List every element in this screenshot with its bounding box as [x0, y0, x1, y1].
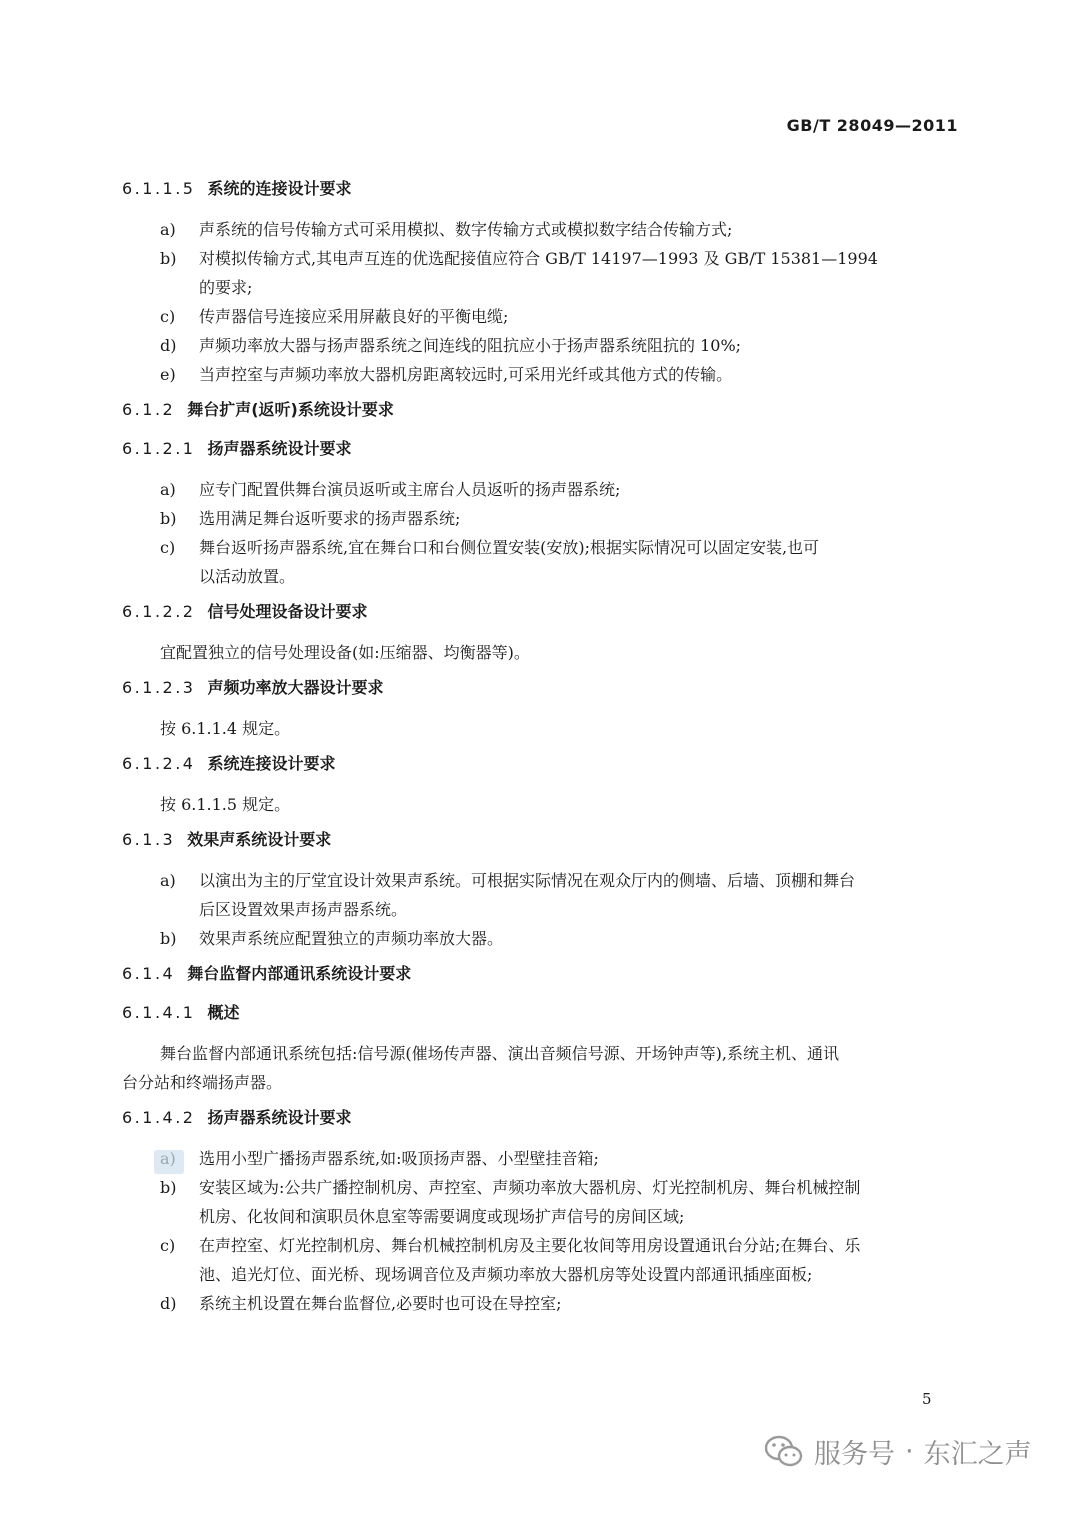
item-line: 池、追光灯位、面光桥、现场调音位及声频功率放大器机房等处设置内部通讯插座面板; — [199, 1265, 813, 1284]
list-item — [122, 244, 958, 302]
section-number: 6.1.2.3 — [122, 678, 196, 697]
section-heading — [122, 599, 958, 625]
list-item — [122, 924, 958, 953]
section-heading — [122, 397, 958, 423]
item-line: 声系统的信号传输方式可采用模拟、数字传输方式或模拟数字结合传输方式; — [199, 220, 733, 239]
list-item — [122, 533, 958, 591]
item-line: 效果声系统应配置独立的声频功率放大器。 — [199, 929, 504, 948]
list-item — [122, 360, 958, 389]
item-marker: a) — [160, 480, 176, 499]
paragraph-line: 台分站和终端扬声器。 — [122, 1073, 283, 1092]
item-line: 后区设置效果声扬声器系统。 — [199, 900, 408, 919]
item-marker: b) — [160, 1178, 177, 1197]
section-number: 6.1.4.1 — [122, 1003, 196, 1022]
document-body — [122, 176, 958, 1318]
list-613 — [122, 866, 958, 953]
section-heading — [122, 961, 958, 987]
section-heading — [122, 1105, 958, 1131]
section-title: 舞台监督内部通讯系统设计要求 — [187, 964, 412, 983]
item-line: 安装区域为:公共广播控制机房、声控室、声频功率放大器机房、灯光控制机房、舞台机械控制 — [199, 1178, 861, 1197]
paragraph-line: 舞台监督内部通讯系统包括:信号源(催场传声器、演出音频信号源、开场钟声等),系统主机、通讯 — [160, 1044, 839, 1063]
section-heading — [122, 827, 958, 853]
section-number: 6.1.4 — [122, 964, 176, 983]
watermark-left: 服务号 — [814, 1439, 895, 1470]
list-item — [122, 302, 958, 331]
section-title: 系统连接设计要求 — [207, 754, 336, 773]
watermark — [764, 1432, 1032, 1471]
section-heading — [122, 1000, 958, 1026]
list-item — [122, 215, 958, 244]
section-title: 声频功率放大器设计要求 — [207, 678, 384, 697]
item-marker: b) — [160, 249, 177, 268]
item-marker: c) — [160, 1236, 176, 1255]
item-marker: b) — [160, 929, 177, 948]
section-title: 效果声系统设计要求 — [187, 830, 332, 849]
item-line: 对模拟传输方式,其电声互连的优选配接值应符合 GB/T 14197—1993 及 GB/T 15381—1994 — [199, 249, 878, 268]
section-number: 6.1.2.2 — [122, 602, 196, 621]
item-line: 声频功率放大器与扬声器系统之间连线的阻抗应小于扬声器系统阻抗的 10%; — [199, 336, 742, 355]
section-number: 6.1.2 — [122, 400, 176, 419]
section-heading — [122, 436, 958, 462]
item-marker: a) — [160, 220, 176, 239]
list-item — [122, 1144, 958, 1173]
section-title: 信号处理设备设计要求 — [207, 602, 368, 621]
item-marker: a) — [160, 871, 176, 890]
item-line: 选用小型广播扬声器系统,如:吸顶扬声器、小型壁挂音箱; — [199, 1149, 599, 1168]
watermark-right: 东汇之声 — [923, 1439, 1032, 1470]
item-line: 的要求; — [199, 278, 253, 297]
list-6115 — [122, 215, 958, 389]
list-6142 — [122, 1144, 958, 1318]
section-heading — [122, 176, 958, 202]
item-line: 以活动放置。 — [199, 567, 296, 586]
item-marker: e) — [160, 365, 176, 384]
standard-code: GB/T 28049—2011 — [786, 116, 958, 135]
item-line: 传声器信号连接应采用屏蔽良好的平衡电缆; — [199, 307, 509, 326]
list-item — [122, 1173, 958, 1231]
list-item — [122, 866, 958, 924]
section-title: 舞台扩声(返听)系统设计要求 — [187, 400, 394, 419]
section-number: 6.1.4.2 — [122, 1108, 196, 1127]
paragraph: 按 6.1.1.5 规定。 — [160, 795, 291, 814]
faint-stamp-mark — [154, 1150, 184, 1174]
item-marker: c) — [160, 538, 176, 557]
item-line: 以演出为主的厅堂宜设计效果声系统。可根据实际情况在观众厅内的侧墙、后墙、顶棚和舞台 — [199, 871, 856, 890]
paragraph: 宜配置独立的信号处理设备(如:压缩器、均衡器等)。 — [160, 643, 530, 662]
item-line: 当声控室与声频功率放大器机房距离较远时,可采用光纤或其他方式的传输。 — [199, 365, 733, 384]
item-line: 机房、化妆间和演职员休息室等需要调度或现场扩声信号的房间区域; — [199, 1207, 685, 1226]
item-line: 选用满足舞台返听要求的扬声器系统; — [199, 509, 461, 528]
section-title: 扬声器系统设计要求 — [207, 439, 352, 458]
section-title: 概述 — [207, 1003, 240, 1022]
section-title: 系统的连接设计要求 — [207, 179, 352, 198]
paragraph: 按 6.1.1.4 规定。 — [160, 719, 291, 738]
page-number: 5 — [922, 1390, 932, 1408]
section-number: 6.1.3 — [122, 830, 176, 849]
list-6121 — [122, 475, 958, 591]
item-line: 在声控室、灯光控制机房、舞台机械控制机房及主要化妆间等用房设置通讯台分站;在舞台、乐 — [199, 1236, 861, 1255]
item-marker: d) — [160, 336, 177, 355]
section-heading — [122, 751, 958, 777]
watermark-dot: · — [905, 1436, 914, 1467]
item-line: 系统主机设置在舞台监督位,必要时也可设在导控室; — [199, 1294, 562, 1313]
section-number: 6.1.2.4 — [122, 754, 196, 773]
list-item — [122, 1289, 958, 1318]
list-item — [122, 1231, 958, 1289]
item-marker: c) — [160, 307, 176, 326]
item-line: 舞台返听扬声器系统,宜在舞台口和台侧位置安装(安放);根据实际情况可以固定安装,也可 — [199, 538, 820, 557]
item-line: 应专门配置供舞台演员返听或主席台人员返听的扬声器系统; — [199, 480, 621, 499]
section-heading — [122, 675, 958, 701]
item-marker: d) — [160, 1294, 177, 1313]
list-item — [122, 504, 958, 533]
list-item — [122, 331, 958, 360]
section-number: 6.1.1.5 — [122, 179, 196, 198]
paragraph — [122, 1039, 958, 1097]
wechat-icon — [764, 1435, 804, 1469]
section-number: 6.1.2.1 — [122, 439, 196, 458]
item-marker: b) — [160, 509, 177, 528]
section-title: 扬声器系统设计要求 — [207, 1108, 352, 1127]
list-item — [122, 475, 958, 504]
